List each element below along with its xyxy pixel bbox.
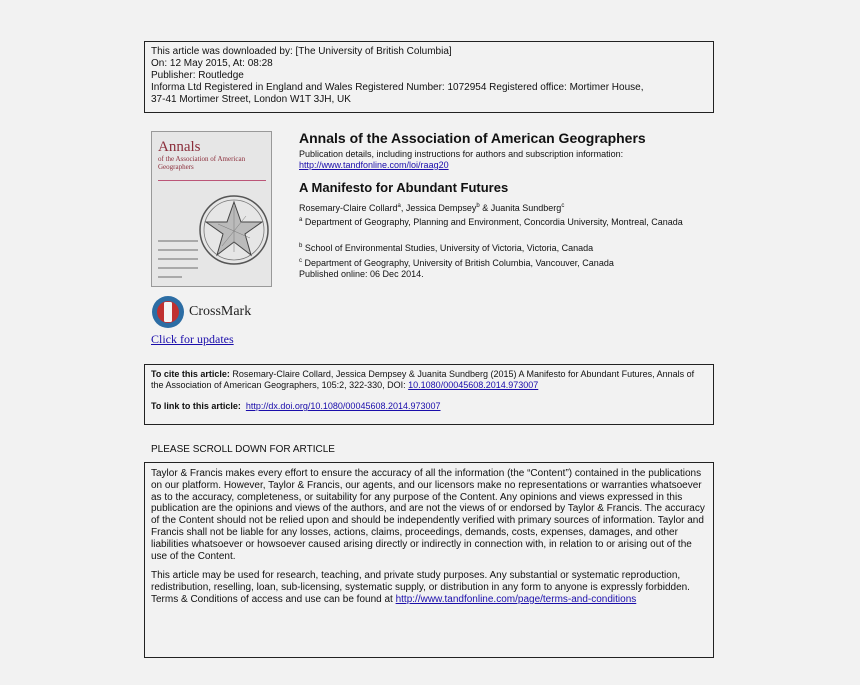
journal-title: Annals of the Association of American Geographers	[299, 130, 646, 146]
affiliation-text: School of Environmental Studies, University of Victoria, Victoria, Canada	[304, 243, 594, 253]
author-affil-sup: c	[561, 203, 565, 209]
cite-label: To cite this article:	[151, 369, 230, 379]
download-notice-line: 37-41 Mortimer Street, London W1T 3JH, UK	[151, 94, 351, 105]
cover-divider	[158, 180, 266, 181]
publication-details	[299, 149, 719, 171]
doi-link[interactable]: 10.1080/00045608.2014.973007	[408, 380, 539, 390]
cover-subtitle: of the Association of American Geographers	[158, 155, 246, 171]
cite-text: Rosemary-Claire Collard, Jessica Dempsey & Juanita Sundberg (2015) A Manifesto for Abundant Futures, Annals of the Association of American Geographers, 105:2, 322-330, DOI:	[151, 369, 695, 390]
crossmark-button[interactable]	[151, 294, 251, 330]
author-affil-sup: b	[476, 203, 480, 209]
affiliation-b	[299, 241, 719, 254]
affiliation-a	[299, 215, 699, 228]
journal-cover-image	[151, 131, 272, 287]
download-notice-line: Publisher: Routledge	[151, 70, 244, 81]
cover-text-line	[158, 258, 198, 260]
published-date: Published online: 06 Dec 2014.	[299, 269, 424, 279]
cover-star-seal-icon	[198, 194, 270, 266]
crossmark-label: CrossMark	[189, 304, 252, 319]
download-notice-line: This article was downloaded by: [The University of British Columbia]	[151, 46, 452, 57]
terms-and-conditions-link[interactable]: http://www.tandfonline.com/page/terms-and-conditions	[395, 593, 637, 605]
cover-publisher-mark	[158, 276, 182, 278]
cover-title: Annals	[158, 139, 201, 155]
author-affil-sup: a	[397, 203, 401, 209]
citation-box	[144, 364, 714, 425]
terms-paragraph	[151, 570, 707, 605]
affiliation-c	[299, 256, 719, 269]
disclaimer-paragraph: Taylor & Francis makes every effort to ensure the accuracy of all the information (the “Content”) contained in the publications on our platform. However, Taylor & Francis, our agents, and our licensors make no representations or warranties whatsoever as to the accuracy, completeness, or suitability for any purpose of the Content. Any opinions and views expressed in this publication are the opinions and views of the authors, and are not the views of or endorsed by Taylor & Francis. The accuracy of the Content should not be relied upon and should be independently verified with primary sources of information. Taylor and Francis shall not be liable for any losses, actions, claims, proceedings, demands, costs, expenses, damages, and other liabilities whatsoever or howsoever caused arising directly or indirectly in connection with, in relation to or arising out of the use of the Content.	[151, 468, 705, 562]
cover-text-line	[158, 267, 198, 269]
affiliation-sup: a	[299, 217, 303, 223]
download-notice-line: Informa Ltd Registered in England and Wales Registered Number: 1072954 Registered office: Mortimer House,	[151, 82, 644, 93]
article-doi-url-link[interactable]: http://dx.doi.org/10.1080/00045608.2014.973007	[245, 401, 441, 411]
journal-url-link[interactable]: http://www.tandfonline.com/loi/raag20	[299, 160, 449, 170]
citation-block	[151, 369, 707, 391]
click-for-updates-link[interactable]: Click for updates	[151, 332, 234, 346]
disclaimer-box	[144, 462, 714, 658]
link-label: To link to this article:	[151, 401, 241, 411]
publication-details-text: Publication details, including instructions for authors and subscription information:	[299, 149, 624, 159]
author-name: , Jessica Dempsey	[400, 203, 477, 213]
scroll-down-notice: PLEASE SCROLL DOWN FOR ARTICLE	[151, 444, 335, 455]
link-block	[151, 401, 707, 412]
download-notice-box	[144, 41, 714, 113]
cover-text-line	[158, 240, 198, 242]
affiliation-sup: b	[299, 243, 303, 249]
article-title: A Manifesto for Abundant Futures	[299, 180, 509, 195]
affiliation-text: Department of Geography, University of British Columbia, Vancouver, Canada	[304, 258, 614, 268]
crossmark-icon	[151, 295, 185, 329]
cover-text-line	[158, 249, 198, 251]
author-name: Rosemary-Claire Collard	[299, 203, 398, 213]
author-name: & Juanita Sundberg	[479, 203, 562, 213]
author-list	[299, 201, 719, 214]
download-notice-line: On: 12 May 2015, At: 08:28	[151, 58, 273, 69]
terms-text: This article may be used for research, teaching, and private study purposes. Any substantial or systematic reproduction, redistribution, reselling, loan, sub-licensing, systematic supply, or distribution in any form to anyone is expressly forbidden. Terms & Conditions of access and use can be found at	[151, 570, 690, 605]
affiliation-text: Department of Geography, Planning and Environment, Concordia University, Montreal, Canada	[304, 217, 683, 227]
affiliation-sup: c	[299, 258, 302, 264]
